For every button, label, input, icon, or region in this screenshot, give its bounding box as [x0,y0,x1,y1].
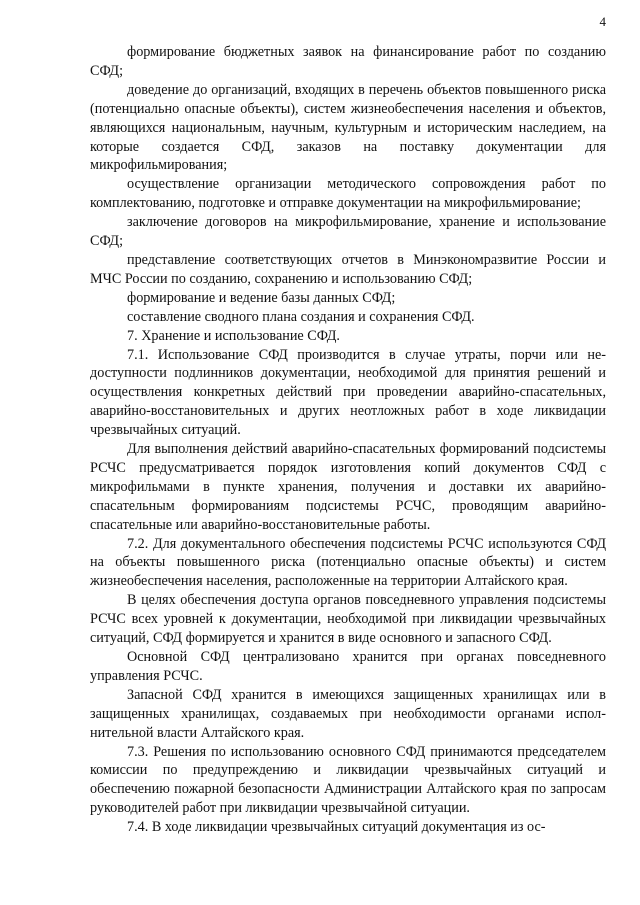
paragraph: 7.4. В ходе ликвидации чрезвычайных ситуаций документация из ос- [127,819,546,836]
paragraph: заключение договоров на микрофильмирование, хранение и использование СФД; [90,214,606,250]
paragraph: 7.3. Решения по использованию основного СФД принимаются председателем комиссии по предупреждению и ликвидации чрезвычайных ситуаций и обеспечению пожарной безопасности Администрации Алтайского края по запросам руководителей работ при ликвидации чрезвычайной ситуации. [90,743,606,817]
paragraph: 7.2. Для документального обеспечения подсистемы РСЧС используются СФД на объекты повышенного риска (потенциально опасные объекты) и систем жизнеобеспечения населения, расположенные на территории Алтайского края. [90,535,606,590]
document-body [90,43,606,837]
paragraph: Основной СФД централизовано хранится при органах повседневного управления РСЧС. [90,649,606,684]
paragraph: доведение до организаций, входящих в перечень объектов повышенного риска (потенциально опасные объекты), систем жизнеобеспечения населения и объектов, являющихся национальным, научным, культурным и историческим наследием, на которые создается СФД, заказов на поставку документации для микрофильмирования; [90,81,606,174]
paragraph: Для выполнения действий аварийно-спасательных формирований подсистемы РСЧС предусматривается порядок изготовления копий документов СФД с микрофильмами в пункте хранения, получения и доставки их аварийно-спасательным формированиям подсистемы РСЧС, проводящим аварийно-спасательные или аварийно-восстановительные работы. [90,441,606,533]
page-number: 4 [599,14,606,29]
paragraph: формирование и ведение базы данных СФД; [127,289,396,306]
paragraph: представление соответствующих отчетов в Минэкономразвитие России и МЧС России по созданию, сохранению и использованию СФД; [90,251,606,287]
paragraph: формирование бюджетных заявок на финансирование работ по созданию СФД; [90,44,606,79]
paragraph: 7.1. Использование СФД производится в случае утраты, порчи или недоступности подлинников документации, необходимой для принятия решений и осуществления конкретных действий при проведении аварийно-спасательных, аварийно-восстановительных и других неотложных работ в ходе ликвидации чрезвычайных ситуаций. [90,346,606,439]
section-heading: 7. Хранение и использование СФД. [127,327,340,344]
paragraph: осуществление организации методического сопровождения работ по комплектованию, подготовке и отправке документации на микрофильмирование; [90,176,606,212]
paragraph: В целях обеспечения доступа органов повседневного управления подсистемы РСЧС всех уровней к документации, необходимой при ликвидации чрезвычайных ситуаций, СФД формируется и хранится в виде основного и запасного СФД. [90,592,606,647]
paragraph: составление сводного плана создания и сохранения СФД. [127,308,475,325]
paragraph: Запасной СФД хранится в имеющихся защищенных хранилищах или в защищенных хранилищах, создаваемых при необходимости органами исполнительной власти Алтайского края. [90,686,606,741]
